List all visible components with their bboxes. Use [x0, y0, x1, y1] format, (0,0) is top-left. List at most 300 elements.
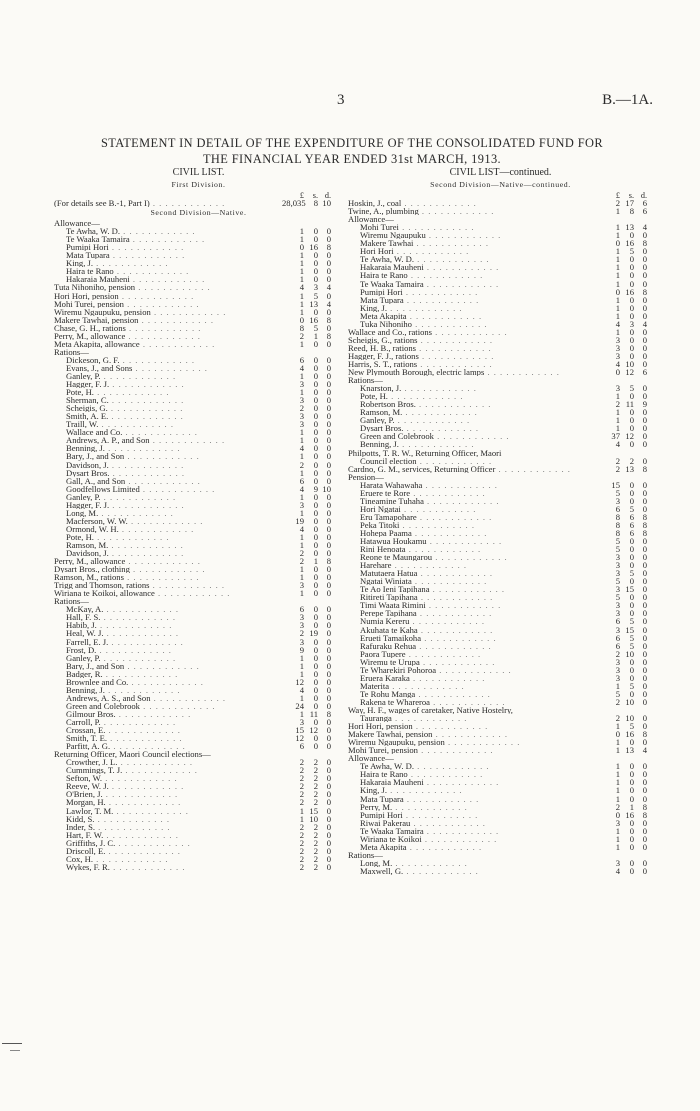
amount-pence: 0 — [642, 632, 647, 643]
entry-amount — [598, 199, 647, 207]
entry-name-text: Numia Kereru — [360, 617, 410, 626]
ledger-row — [348, 336, 653, 344]
amount-pounds: 3 — [299, 612, 304, 623]
ledger-row — [54, 863, 343, 871]
amount-pounds: 1 — [299, 668, 304, 679]
ledger-row — [348, 545, 653, 553]
entry-amount — [598, 400, 647, 408]
leader-dots: . . . . . . . . . . . . — [399, 520, 475, 529]
amount-pence: 0 — [326, 459, 331, 470]
entry-name — [54, 782, 292, 790]
entry-name — [348, 561, 600, 569]
leader-dots: . . . . . . . . . . . . — [403, 866, 479, 875]
entry-name — [348, 489, 600, 497]
entry-name — [54, 565, 280, 573]
entry-name-text: Wykes, F. R. — [66, 862, 110, 871]
amount-pence: 0 — [326, 741, 331, 752]
left-column-heading: CIVIL LIST. — [172, 167, 225, 178]
leader-dots: . . . . . . . . . . . . — [149, 436, 226, 445]
entry-amount — [598, 650, 647, 658]
amount-shillings: 0 — [313, 459, 318, 470]
amount-pence: 0 — [326, 845, 331, 856]
amount-pence: 0 — [642, 680, 647, 691]
amount-pence: 0 — [326, 523, 331, 534]
ledger-row — [348, 803, 653, 811]
amount-pence: 0 — [326, 258, 331, 269]
entry-amount — [598, 714, 647, 722]
amount-pounds: 2 — [299, 765, 304, 776]
entry-name — [54, 324, 280, 332]
amount-shillings: 0 — [313, 684, 318, 695]
entry-name-text: Davidson, J. — [66, 549, 109, 558]
leader-dots: . . . . . . . . . . . . — [129, 565, 206, 574]
leader-dots: . . . . . . . . . . . . — [128, 677, 204, 686]
entry-amount — [598, 722, 647, 730]
amount-pounds: 1 — [299, 539, 304, 550]
amount-pence: 0 — [326, 435, 331, 446]
amount-pence: 0 — [326, 765, 331, 776]
entry-name-text: Allowance— — [54, 219, 100, 228]
entry-amount — [598, 384, 647, 392]
amount-pounds: 1 — [615, 407, 620, 418]
ledger-row — [348, 344, 653, 352]
entry-name-text: Cox, H. — [66, 854, 93, 863]
entry-name — [348, 215, 588, 223]
amount-shillings: 13 — [625, 745, 634, 756]
entry-name-text: Perry, M., allowance — [54, 331, 126, 340]
amount-pence: 0 — [326, 475, 331, 486]
entry-name-text: Smith, A. E. — [66, 412, 109, 421]
amount-pence: 0 — [642, 479, 647, 490]
ledger-row — [348, 400, 653, 408]
amount-shillings: 0 — [313, 539, 318, 550]
amount-pounds: 2 — [299, 845, 304, 856]
amount-pounds: 1 — [299, 427, 304, 438]
entry-name — [54, 734, 292, 742]
amount-shillings: 0 — [313, 564, 318, 575]
entry-name — [54, 219, 280, 227]
entry-name-text: Eruera Karaka — [360, 673, 410, 682]
amount-pounds: 1 — [615, 415, 620, 426]
entry-amount — [282, 613, 331, 621]
amount-shillings: 0 — [313, 491, 318, 502]
leader-dots: . . . . . . . . . . . . — [418, 351, 495, 360]
amount-shillings: 0 — [313, 548, 318, 559]
entry-name — [54, 573, 280, 581]
entry-amount — [282, 372, 331, 380]
amount-pounds: 1 — [615, 310, 620, 321]
leader-dots: . . . . . . . . . . . . — [432, 553, 508, 562]
amount-pounds: 1 — [615, 206, 620, 217]
entry-amount — [598, 481, 647, 489]
entry-name-text: Crossan, E. — [66, 726, 106, 735]
amount-pounds: 1 — [615, 769, 620, 780]
leader-dots: . . . . . . . . . . . . — [419, 657, 496, 666]
entry-name-text: Eruere te Rore — [360, 488, 411, 497]
entry-amount — [282, 638, 331, 646]
amount-pence: 0 — [642, 383, 647, 394]
entry-name — [348, 320, 600, 328]
amount-pence: 0 — [642, 825, 647, 836]
amount-pounds: 3 — [615, 664, 620, 675]
entry-name-text: Council election — [360, 456, 417, 465]
entry-name — [348, 778, 600, 786]
amount-pounds: 1 — [299, 370, 304, 381]
leader-dots: . . . . . . . . . . . . — [95, 822, 171, 831]
amount-pounds: 2 — [299, 757, 304, 768]
ledger-row — [348, 642, 653, 650]
leader-dots: . . . . . . . . . . . . — [411, 319, 488, 328]
entry-name — [348, 481, 600, 489]
right-ledger-rows — [348, 199, 653, 875]
entry-name-text: Hakaraia Mauheni — [360, 778, 424, 787]
amount-shillings: 0 — [313, 660, 318, 671]
entry-amount — [282, 533, 331, 541]
leader-dots: . . . . . . . . . . . . — [93, 532, 170, 541]
leader-dots: . . . . . . . . . . . . — [118, 291, 195, 300]
entry-name-text: Inder, S. — [66, 822, 96, 831]
entry-amount — [598, 497, 647, 505]
entry-name — [348, 521, 600, 529]
entry-name — [54, 396, 292, 404]
leader-dots: . . . . . . . . . . . . — [129, 275, 206, 284]
ledger-row — [348, 770, 653, 778]
entry-name — [54, 662, 292, 670]
entry-amount — [598, 352, 647, 360]
amount-pence: 8 — [326, 708, 331, 719]
leader-dots: . . . . . . . . . . . . — [92, 259, 169, 268]
amount-pence: 0 — [642, 785, 647, 796]
amount-pence: 0 — [642, 230, 647, 241]
entry-name — [54, 292, 280, 300]
amount-pence: 0 — [642, 439, 647, 450]
amount-pence: 0 — [642, 407, 647, 418]
ledger-row — [348, 762, 653, 770]
amount-pence: 0 — [326, 274, 331, 285]
amount-shillings: 19 — [309, 628, 318, 639]
amount-pence: 0 — [326, 322, 331, 333]
amount-shillings: 1 — [629, 801, 634, 812]
entry-name — [348, 199, 588, 207]
entry-amount — [598, 320, 647, 328]
leader-dots: . . . . . . . . . . . . — [98, 420, 174, 429]
entry-amount — [282, 332, 331, 340]
leader-dots: . . . . . . . . . . . . — [386, 786, 463, 795]
leader-dots: . . . . . . . . . . . . — [109, 468, 186, 477]
amount-pence: 0 — [642, 576, 647, 587]
amount-pence: 0 — [326, 588, 331, 599]
entry-amount — [598, 786, 647, 794]
amount-pence: 0 — [326, 427, 331, 438]
leader-dots: . . . . . . . . . . . . — [401, 384, 477, 393]
amount-pounds: 3 — [299, 580, 304, 591]
amount-pence: 8 — [642, 809, 647, 820]
entry-name-text: Harris, S. T., rations — [348, 359, 418, 369]
amount-shillings: 0 — [629, 576, 634, 587]
amount-shillings: 8 — [313, 198, 318, 209]
amount-pounds: 2 — [615, 198, 620, 209]
amount-pence: 0 — [642, 334, 647, 345]
entry-name — [54, 686, 292, 694]
entry-name — [54, 629, 292, 637]
amount-pounds: 0 — [299, 314, 304, 325]
entry-amount — [282, 396, 331, 404]
entry-name-text: Dysart Bros., clothing — [54, 565, 130, 574]
entry-name — [348, 722, 588, 730]
amount-shillings: 5 — [629, 383, 634, 394]
entry-name-text: Hagger, F. J. — [66, 500, 110, 509]
leader-dots: . . . . . . . . . . . . — [122, 766, 198, 775]
amount-pounds: 3 — [299, 636, 304, 647]
entry-name-text: Long, M. — [360, 858, 393, 867]
leader-dots: . . . . . . . . . . . . — [393, 247, 470, 256]
entry-name-text: Eru Tamapohare — [360, 512, 417, 521]
entry-amount — [598, 408, 647, 416]
amount-shillings: 0 — [313, 250, 318, 261]
amount-pounds: 8 — [615, 519, 620, 530]
leader-dots: . . . . . . . . . . . . — [108, 549, 185, 558]
entry-name — [54, 412, 292, 420]
leader-dots: . . . . . . . . . . . . — [411, 528, 488, 538]
entry-name-text: Lawlor, T. M. — [66, 806, 114, 815]
amount-pounds: 3 — [615, 350, 620, 361]
entry-amount — [598, 666, 647, 674]
amount-shillings: 0 — [629, 656, 634, 667]
entry-amount — [598, 416, 647, 424]
amount-pounds: 1 — [299, 507, 304, 518]
entry-name-text: Hoskin, J., coal — [348, 199, 402, 208]
leader-dots: . . . . . . . . . . . . — [100, 371, 177, 381]
amount-shillings: 0 — [629, 664, 634, 675]
ledger-row — [348, 481, 653, 489]
entry-name-text: Perepe Tapihana — [360, 609, 417, 618]
ledger-row — [348, 601, 653, 609]
amount-pounds: 12 — [295, 733, 304, 744]
entry-name — [348, 263, 600, 271]
entry-name-text: Rakena te Whareroa — [360, 697, 430, 706]
amount-shillings: 0 — [313, 572, 318, 583]
ledger-row — [348, 505, 653, 513]
page-reference: B.—1A. — [602, 92, 653, 108]
entry-amount — [598, 867, 647, 875]
amount-pounds: 2 — [299, 821, 304, 832]
amount-pence: 0 — [642, 672, 647, 683]
amount-pence: 0 — [642, 696, 647, 707]
amount-shillings: 0 — [313, 620, 318, 631]
amount-shillings: 0 — [313, 475, 318, 486]
ledger-row — [348, 247, 653, 255]
amount-pence: 0 — [642, 592, 647, 603]
ledger-row — [348, 392, 653, 400]
entry-amount — [282, 734, 331, 742]
entry-amount — [282, 815, 331, 823]
leader-dots: . . . . . . . . . . . . — [402, 287, 479, 296]
entry-amount — [282, 388, 331, 396]
amount-pence: 8 — [326, 556, 331, 567]
amount-pounds: 4 — [299, 282, 304, 293]
entry-name — [54, 316, 280, 324]
amount-pounds: 0 — [615, 238, 620, 249]
amount-pounds: 4 — [299, 523, 304, 534]
entry-name-text: Gilmour Bros. — [66, 709, 116, 718]
entry-amount — [598, 738, 647, 746]
amount-pence: 0 — [326, 805, 331, 816]
entry-amount — [598, 609, 647, 617]
leader-dots: . . . . . . . . . . . . — [127, 516, 204, 525]
entry-name — [54, 597, 280, 605]
entry-name-text: Frost, D. — [66, 645, 97, 654]
leader-dots: . . . . . . . . . . . . — [398, 440, 475, 449]
ledger-row — [348, 738, 653, 746]
entry-name-text: Materita — [360, 681, 390, 690]
entry-amount — [598, 585, 647, 593]
amount-pounds: 2 — [615, 455, 620, 466]
leader-dots: . . . . . . . . . . . . — [386, 303, 463, 312]
amount-pounds: 3 — [299, 411, 304, 422]
entry-amount — [598, 682, 647, 690]
entry-name-text: Pote, H. — [360, 392, 388, 401]
entry-name — [348, 843, 600, 851]
entry-amount — [282, 493, 331, 501]
ledger-row — [348, 521, 653, 529]
entry-amount — [282, 541, 331, 549]
amount-pounds: 2 — [299, 459, 304, 470]
leader-dots: . . . . . . . . . . . . — [414, 255, 490, 264]
pounds-header: £ — [299, 191, 304, 200]
entry-amount — [282, 469, 331, 477]
amount-pounds: 1 — [615, 745, 620, 756]
entry-name — [348, 304, 600, 312]
entry-name-text: Allowance— — [348, 215, 394, 224]
amount-shillings: 0 — [313, 741, 318, 752]
ledger-row — [348, 778, 653, 786]
amount-pence: 0 — [642, 294, 647, 305]
entry-amount — [282, 316, 331, 324]
entry-amount — [282, 356, 331, 364]
amount-pounds: 3 — [615, 342, 620, 353]
leader-dots: . . . . . . . . . . . . — [413, 239, 489, 248]
amount-pence: 0 — [642, 310, 647, 321]
entry-name-text: Hori Hori, pension — [54, 291, 119, 300]
entry-name-text: Hori Hori — [360, 247, 394, 256]
entry-amount — [598, 795, 647, 803]
entry-name — [348, 207, 588, 215]
ledger-row — [348, 714, 653, 722]
ledger-row — [348, 271, 653, 279]
amount-shillings: 0 — [629, 479, 634, 490]
amount-pounds: 0 — [615, 809, 620, 820]
entry-amount — [282, 199, 331, 207]
amount-pounds: 3 — [615, 817, 620, 828]
entry-name-text: Hori Hori, pension — [348, 722, 413, 731]
entry-name — [348, 674, 600, 682]
entry-amount — [282, 654, 331, 662]
entry-name — [54, 823, 292, 831]
entry-name — [348, 754, 588, 762]
leader-dots: . . . . . . . . . . . . — [132, 363, 208, 372]
amount-shillings: 0 — [629, 777, 634, 788]
entry-name-text: Way, H. F., wages of caretaker, Native Hostelry, — [348, 706, 513, 715]
ledger-row — [348, 617, 653, 625]
entry-name — [348, 352, 588, 360]
entry-name — [54, 654, 292, 662]
entry-name — [348, 867, 600, 875]
leader-dots: . . . . . . . . . . . . — [108, 540, 184, 550]
amount-shillings: 0 — [629, 688, 634, 699]
ledger-row — [348, 682, 653, 690]
amount-shillings: 16 — [625, 809, 634, 820]
leader-dots: . . . . . . . . . . . . — [108, 396, 185, 405]
entry-amount — [598, 457, 647, 465]
entry-name-text: Hall, F. S. — [66, 613, 101, 622]
entry-amount — [282, 694, 331, 702]
leader-dots: . . . . . . . . . . . . — [154, 589, 231, 598]
leader-dots: . . . . . . . . . . . . — [432, 730, 508, 739]
entry-name — [348, 585, 600, 593]
entry-name-text: Makere Tawhai — [360, 239, 414, 248]
entry-name — [54, 815, 292, 823]
leader-dots: . . . . . . . . . . . . — [120, 227, 196, 236]
amount-pence: 4 — [326, 282, 331, 293]
entry-name-text: Te Waaka Tamaira — [360, 279, 424, 288]
amount-pounds: 8 — [615, 511, 620, 522]
leader-dots: . . . . . . . . . . . . — [411, 577, 488, 586]
amount-pence: 0 — [642, 270, 647, 281]
amount-pounds: 1 — [615, 680, 620, 691]
amount-pounds: 4 — [615, 439, 620, 450]
leader-dots: . . . . . . . . . . . . — [401, 199, 477, 208]
ledger-row — [348, 786, 653, 794]
entry-amount — [598, 392, 647, 400]
amount-shillings: 0 — [629, 817, 634, 828]
amount-pounds: 2 — [299, 628, 304, 639]
leader-dots: . . . . . . . . . . . . — [100, 653, 177, 662]
entry-name-text: Traill, W. — [66, 420, 99, 429]
amount-pounds: 2 — [615, 713, 620, 724]
leader-dots: . . . . . . . . . . . . — [403, 794, 480, 803]
amount-pence: 0 — [642, 358, 647, 369]
amount-pounds: 1 — [615, 793, 620, 804]
leader-dots: . . . . . . . . . . . . — [106, 734, 183, 743]
amount-pence: 0 — [642, 656, 647, 667]
entry-name-text: Sefton, W. — [66, 774, 103, 783]
leader-dots: . . . . . . . . . . . . — [103, 605, 179, 614]
amount-pence: 0 — [642, 455, 647, 466]
ledger-row — [54, 199, 343, 207]
leader-dots: . . . . . . . . . . . . — [421, 633, 497, 642]
entry-name-text: Te Wharekiri Pohoroa — [360, 665, 437, 674]
amount-shillings: 0 — [629, 761, 634, 772]
entry-amount — [598, 658, 647, 666]
leader-dots: . . . . . . . . . . . . — [104, 444, 181, 453]
leader-dots: . . . . . . . . . . . . — [93, 388, 170, 397]
shillings-header: s. — [312, 191, 318, 200]
leader-dots: . . . . . . . . . . . . — [415, 689, 491, 698]
entry-name-text: Te Rohu Manga — [360, 689, 416, 698]
amount-shillings: 0 — [313, 379, 318, 390]
amount-pounds: 4 — [615, 865, 620, 876]
entry-name-text: Allowance— — [348, 754, 394, 763]
amount-shillings: 0 — [313, 652, 318, 663]
amount-pounds: 1 — [615, 294, 620, 305]
amount-pence: 0 — [326, 451, 331, 462]
right-currency-header — [348, 191, 653, 199]
amount-pence: 0 — [326, 652, 331, 663]
amount-shillings: 0 — [629, 600, 634, 611]
amount-pounds: 1 — [615, 222, 620, 233]
leader-dots: . . . . . . . . . . . . — [412, 722, 489, 731]
entry-name-text: Knarston, J. — [360, 384, 402, 393]
